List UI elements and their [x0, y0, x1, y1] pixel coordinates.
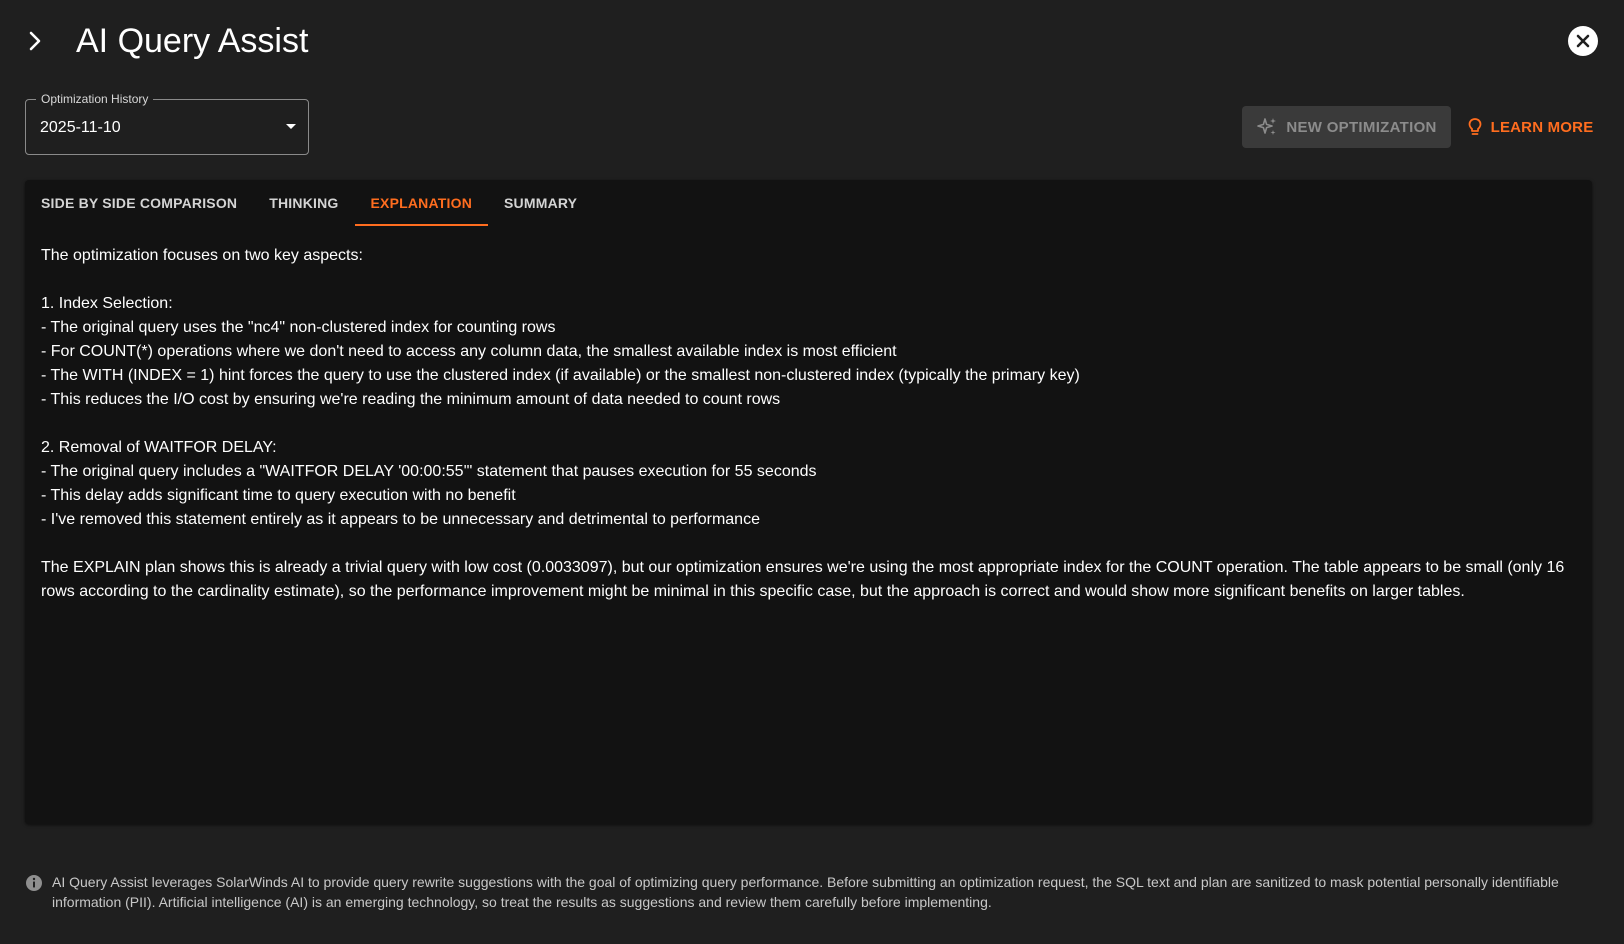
- expand-panel-button[interactable]: [20, 26, 50, 56]
- explanation-line: [41, 532, 1576, 556]
- tab-thinking[interactable]: THINKING: [269, 195, 339, 211]
- explanation-line: 2. Removal of WAITFOR DELAY:: [41, 439, 277, 456]
- new-optimization-button[interactable]: [1242, 106, 1451, 148]
- new-optimization-label: NEW OPTIMIZATION: [1286, 118, 1437, 136]
- learn-more-label: LEARN MORE: [1490, 118, 1594, 136]
- explanation-line: The optimization focuses on two key aspects:: [41, 247, 363, 264]
- lightbulb-icon: [1467, 117, 1483, 137]
- optimization-history-label: Optimization History: [36, 91, 153, 107]
- chevron-right-icon: [28, 30, 42, 52]
- results-card: [25, 180, 1592, 824]
- close-icon: [1576, 34, 1590, 48]
- explanation-line: [41, 412, 1576, 436]
- explanation-line: 1. Index Selection:: [41, 295, 173, 312]
- explanation-line: - I've removed this statement entirely as it appears to be unnecessary and detrimental to performance: [41, 511, 760, 528]
- info-icon: [25, 874, 43, 892]
- sparkle-icon: [1256, 116, 1278, 138]
- optimization-history-select[interactable]: [25, 92, 309, 155]
- tab-bar: [25, 180, 593, 226]
- explanation-content: [41, 244, 1576, 604]
- close-button[interactable]: [1568, 26, 1598, 56]
- explanation-line: - The original query includes a "WAITFOR DELAY '00:00:55'" statement that pauses execution for 55 seconds: [41, 463, 817, 480]
- explanation-line: - This delay adds significant time to query execution with no benefit: [41, 487, 516, 504]
- tab-summary[interactable]: SUMMARY: [504, 195, 578, 211]
- tab-side-by-side-comparison[interactable]: SIDE BY SIDE COMPARISON: [41, 195, 238, 211]
- panel-header: [0, 0, 1624, 84]
- optimization-history-value: 2025-11-10: [40, 119, 121, 136]
- caret-down-icon: [286, 124, 296, 129]
- explanation-line: - The original query uses the "nc4" non-clustered index for counting rows: [41, 319, 556, 336]
- tab-explanation[interactable]: EXPLANATION: [355, 180, 489, 226]
- explanation-line: [41, 268, 1576, 292]
- explanation-line: - This reduces the I/O cost by ensuring we're reading the minimum amount of data needed to count rows: [41, 391, 781, 408]
- explanation-line: The EXPLAIN plan shows this is already a trivial query with low cost (0.0033097), but our optimization ensures we're using the most appropriate index for the COUNT operation. The table appears to be small (only 16 rows according to the cardinality estimate), so the performance improvement might be minimal in this specific case, but the approach is correct and would show more significant benefits on larger tables.: [41, 559, 1565, 600]
- explanation-line: - The WITH (INDEX = 1) hint forces the query to use the clustered index (if available) or the smallest non-clustered index (typically the primary key): [41, 367, 1080, 384]
- disclaimer-text: AI Query Assist leverages SolarWinds AI to provide query rewrite suggestions with the goal of optimizing query performance. Before submitting an optimization request, the SQL text and plan are sanitized to mask potential personally identifiable information (PII). Artificial intelligence (AI) is an emerging technology, so treat the results as suggestions and review them carefully before implementing.: [52, 874, 1559, 910]
- explanation-line: - For COUNT(*) operations where we don't need to access any column data, the smallest available index is most efficient: [41, 343, 897, 360]
- learn-more-button[interactable]: [1465, 106, 1595, 148]
- page-title: AI Query Assist: [76, 22, 309, 60]
